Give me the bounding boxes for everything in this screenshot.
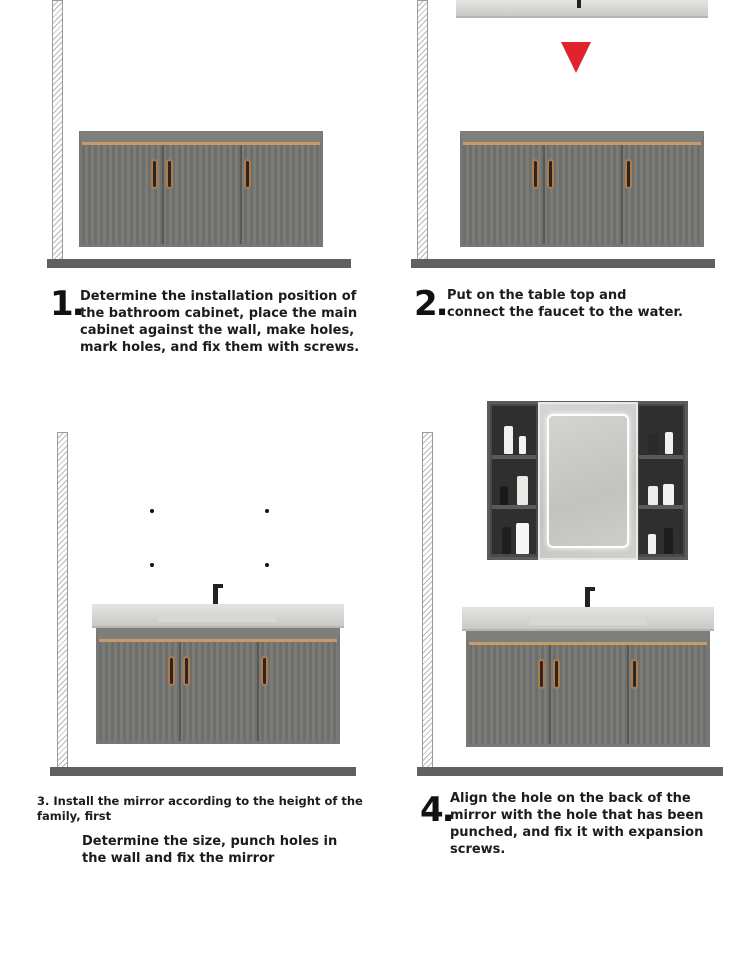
drill-mark [265, 563, 269, 567]
basin [529, 619, 647, 625]
wall [422, 432, 433, 768]
cabinet-handle [261, 656, 268, 686]
drill-mark [265, 509, 269, 513]
floor [417, 767, 723, 776]
bottle [500, 486, 508, 505]
bottle [663, 484, 674, 505]
shelf [639, 505, 683, 509]
cabinet-handle [532, 159, 539, 189]
mirror-cabinet [487, 401, 688, 560]
bottle [504, 426, 513, 454]
bathroom-cabinet [460, 131, 704, 247]
shelf [492, 455, 536, 459]
step-instruction: Determine the installation position of the bathroom cabinet, place the main cabinet against the wall, make holes, mark holes, and fix them with screws. [80, 289, 360, 355]
cabinet-handle [151, 159, 158, 189]
bathroom-cabinet [466, 631, 710, 747]
cabinet-handle [538, 659, 545, 689]
bathroom-cabinet [79, 131, 323, 247]
cabinet-handle [625, 159, 632, 189]
basin [158, 616, 276, 622]
bottle [519, 436, 526, 454]
bottle [517, 476, 528, 505]
wall [57, 432, 68, 768]
cabinet-handle [183, 656, 190, 686]
floor [47, 259, 351, 268]
bottle [665, 432, 673, 454]
floor [50, 767, 356, 776]
led-strip [547, 414, 629, 548]
step-instruction: Put on the table top and connect the faucet to the water. [447, 288, 683, 320]
wall [52, 0, 63, 262]
bottle [648, 486, 658, 505]
bottle [502, 527, 511, 554]
cabinet-handle [166, 159, 173, 189]
step-number: 1. [50, 284, 83, 324]
cabinet-handle [553, 659, 560, 689]
table-top [456, 0, 708, 18]
cabinet-handle [631, 659, 638, 689]
step-instruction: 3. Install the mirror according to the height of the family, first [37, 794, 363, 823]
bottle [664, 528, 673, 554]
bottle [648, 534, 656, 554]
wall [417, 0, 428, 262]
bottle [516, 523, 529, 554]
step-number: 2. [414, 284, 447, 324]
cabinet-handle [547, 159, 554, 189]
step-instruction: Determine the size, punch holes in the wall and fix the mirror [82, 834, 338, 866]
faucet [577, 0, 581, 8]
shelf [492, 505, 536, 509]
down-arrow-icon [560, 40, 592, 74]
step-number: 4. [420, 790, 453, 830]
drill-mark [150, 509, 154, 513]
cabinet-handle [244, 159, 251, 189]
diffuser [648, 434, 658, 454]
mirror [538, 402, 638, 560]
cabinet-handle [168, 656, 175, 686]
floor [411, 259, 715, 268]
drill-mark [150, 563, 154, 567]
step-instruction: Align the hole on the back of the mirror with the hole that has been punched, and fix it with expansion screws. [450, 791, 704, 857]
bathroom-cabinet [96, 628, 340, 744]
shelf [639, 455, 683, 459]
